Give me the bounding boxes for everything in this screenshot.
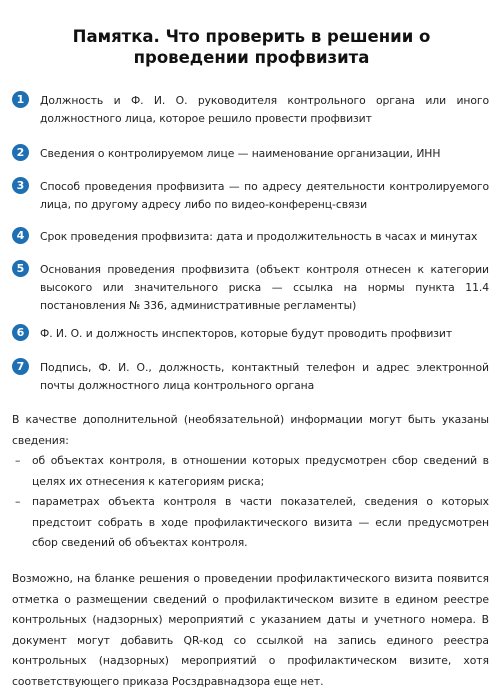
item-text: Ф. И. О. и должность инспекторов, которые будут проводить профвизит: [40, 327, 453, 340]
item-text: Подпись, Ф. И. О., должность, контактный телефон и адрес электронной почты должностного лица контрольного органа: [40, 361, 489, 392]
additional-bullet: [12, 451, 489, 492]
dash-marker: –: [15, 495, 21, 508]
item-number-badge: 2: [12, 144, 29, 161]
item-text: Сведения о контролируемом лице — наименование организации, ИНН: [40, 147, 441, 160]
item-text: Способ проведения профвизита — по адресу деятельности контролируемого лица, по другому адресу либо по видео-конференц-связи: [40, 180, 489, 211]
closing-paragraph: Возможно, на бланке решения о проведении профилактического визита появится отметка о размещении сведений о профилактическом визите в едином реестре контрольных (надзорных) мероприятий с указанием даты и учетного номера. В документ могут добавить QR-код со ссылкой на запись единого реестра контрольных (надзорных) мероприятий о профилактическом визите, хотя соответствующего приказа Росздравнадзора еще нет.: [12, 572, 489, 688]
additional-intro: В качестве дополнительной (необязательной) информации могут быть указаны сведения:: [12, 413, 489, 447]
item-number-badge: 6: [12, 324, 29, 341]
item-number-badge: 4: [12, 227, 29, 244]
item-number-badge: 7: [12, 358, 29, 375]
additional-bullet: [12, 492, 489, 554]
page-title: Памятка. Что проверить в решении о проведении профвизита: [72, 27, 431, 67]
item-text: Срок проведения профвизита: дата и продолжительность в часах и минутах: [40, 230, 478, 243]
bullet-text: параметрах объекта контроля в части показателей, сведения о которых предстоит собрать в ходе профилактического визита — если предусмотрен сбор сведений об объектах контроля.: [32, 495, 489, 549]
item-text: Должность и Ф. И. О. руководителя контрольного органа или иного должностного лица, которое решило провести профвизит: [40, 94, 489, 125]
dash-marker: –: [15, 454, 21, 467]
item-number-badge: 1: [12, 91, 29, 108]
item-text: Основания проведения профвизита (объект контроля отнесен к категории высокого или значительного риска — ссылка на нормы пункта 11.4 постановления № 336, административные регламенты): [40, 263, 489, 312]
item-number-badge: 5: [12, 260, 29, 277]
item-number-badge: 3: [12, 177, 29, 194]
additional-info: [12, 410, 489, 554]
bullet-text: об объектах контроля, в отношении которых предусмотрен сбор сведений в целях их отнесения к категориям риска;: [32, 454, 489, 488]
